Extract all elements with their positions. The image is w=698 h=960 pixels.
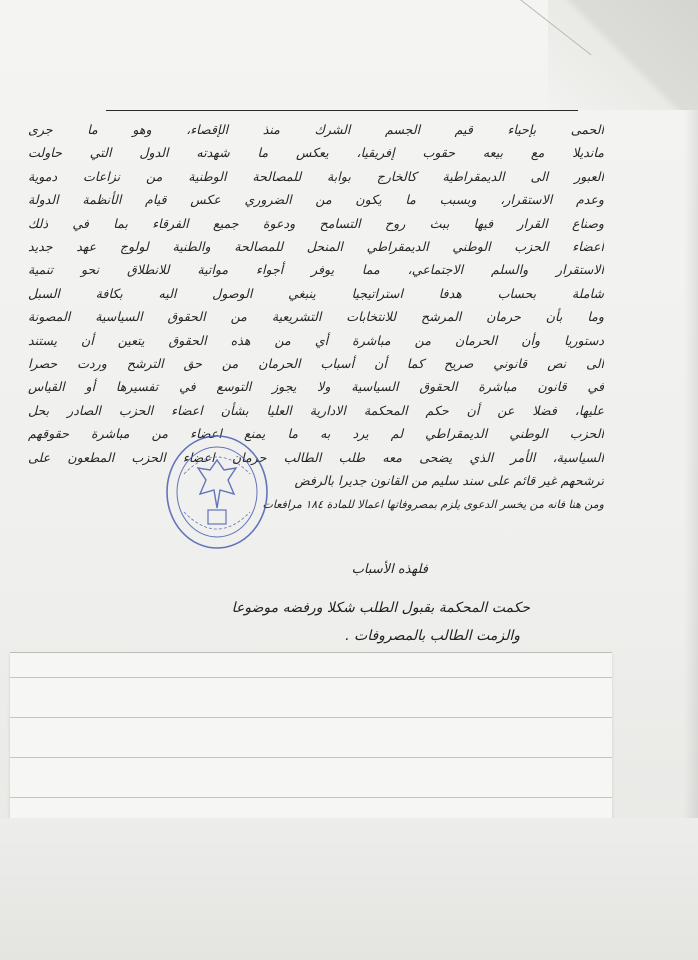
paragraph-line: الاستقرار والسلم الاجتماعي، مما يوفر أجواء مواتية للانطلاق نحو تنمية [28,262,604,278]
footnote-line: ومن هنا فانه من يخسر الدعوى يلزم بمصروفاتها اعمالا للمادة ١٨٤ مرافعات [262,497,604,511]
handwritten-paragraph [28,118,604,516]
verdict-line-1: حكمت المحكمة بقبول الطلب شكلا ورفضه موضوعا [231,600,530,616]
paragraph-line: الحزب الوطني الديمقراطي لم يرد به ما يمنع اعضاء من مباشرة حقوقهم [28,426,604,442]
paragraph-line: شاملة بحساب هدفا استراتيجيا ينبغي الوصول اليه بكافة السبل [28,285,604,301]
ruled-line [10,757,612,758]
ruled-line [10,797,612,798]
court-seal-stamp [162,430,272,560]
paragraph-line: الحمى بإحياء قيم الجسم الشرك منذ الإقصاء، وهو ما جرى [28,122,604,137]
paragraph-line: في قانون مباشرة الحقوق السياسية ولا يجوز التوسع في تفسيرها أو القياس [28,379,604,395]
folded-page-corner [548,0,698,110]
paragraph-line: السياسية، الأمر الذي يضحى معه طلب الطالب حرمان اعضاء الحزب المطعون على [28,449,604,465]
paragraph-line: دستوريا وأن الحرمان من مباشرة أي من هذه الحقوق يتعين أن يستند [28,332,604,348]
verdict-text [110,594,530,650]
paragraph-line: العبور الى الديمقراطية كالخارج بوابة للمصالحة الوطنية من نزاعات دموية [28,168,604,184]
header-rule-line [106,110,578,111]
paragraph-line: أعضاء الحزب الوطني الديمقراطي المنحل للمصالحة والطنية لولوج عهد جديد [28,239,604,255]
overlapping-blank-sheet [10,652,612,820]
court-seal-eagle-icon [167,436,267,548]
paragraph-line: ترشحهم غير قائم على سند سليم من القانون جديرا بالرفض [294,473,604,489]
paragraph-line: مانديلا مع بيعه حقوب إفريقيا، يعكس ما شهدته الدول التي حاولت [28,145,604,161]
paragraph-line: وصناع القرار فيها ببث روح التسامح ودعوة جميع الفرقاء بما في ذلك [28,215,604,231]
verdict-line-2: والزمت الطالب بالمصروفات . [345,628,520,644]
paragraph-line: وما بأن حرمان المرشح للانتخابات التشريعية من الحقوق السياسية المصونة [28,309,604,325]
paragraph-line: الى نص قانوني صريح كما أن أسباب الحرمان من حق الترشح وردت حصرا [28,356,604,372]
lower-page-area [0,818,698,960]
paragraph-line: عليها، فضلا عن أن حكم المحكمة الادارية العليا بشأن اعضاء الحزب الصادر بحل [28,402,604,418]
reasons-heading: فلهذه الأسباب [351,562,428,577]
ruled-line [10,717,612,718]
paragraph-line: وعدم الاستقرار، وبسبب ما يكون من الضروري عكس قيام الأنظمة الدولة [28,192,604,208]
ruled-line [10,677,612,678]
